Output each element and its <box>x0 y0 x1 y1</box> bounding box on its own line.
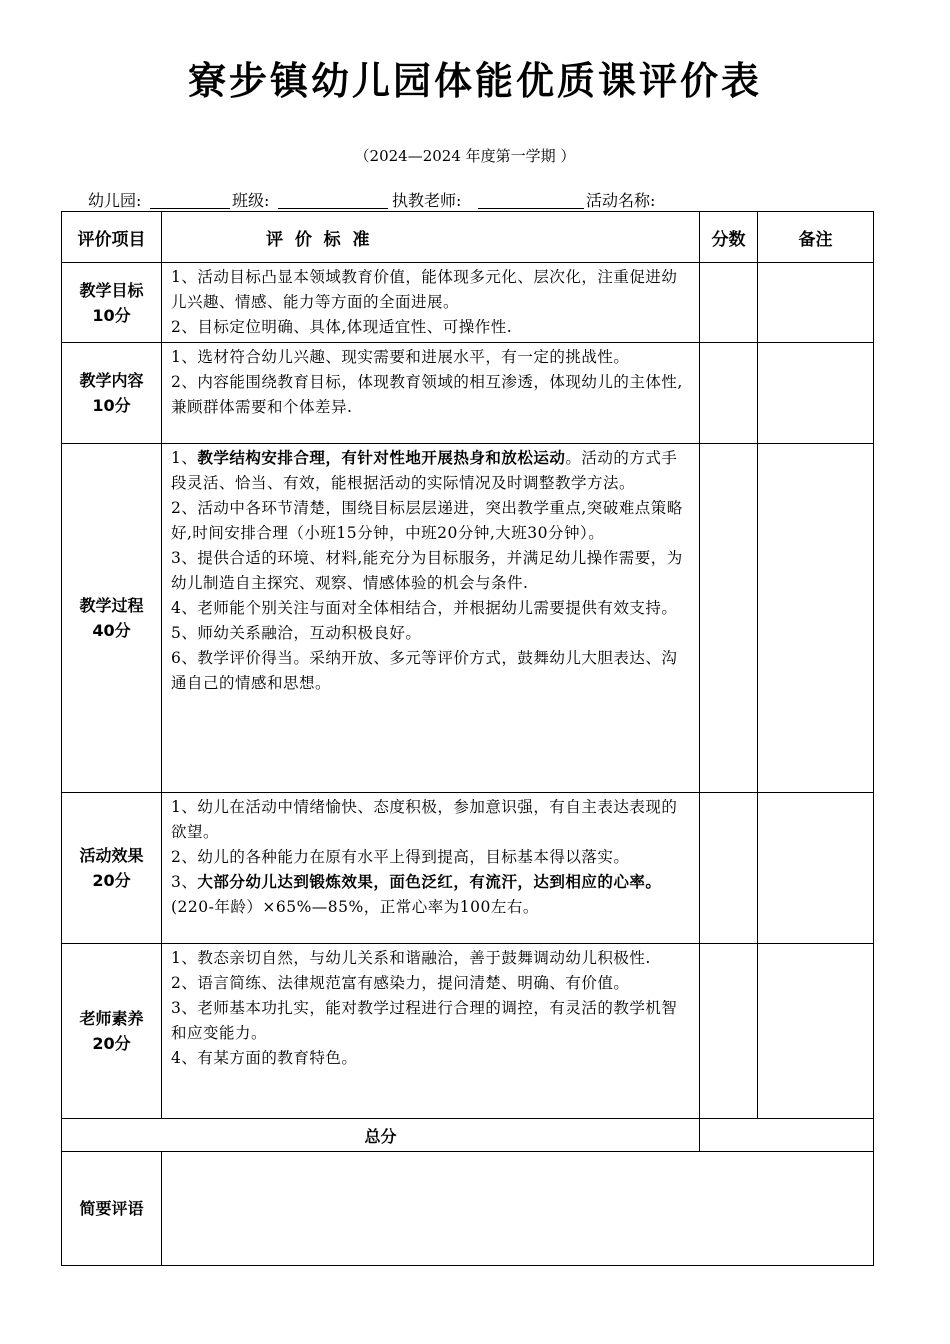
score-cell[interactable] <box>700 793 758 944</box>
category-points: 10分 <box>92 305 131 325</box>
class-blank[interactable] <box>278 208 388 209</box>
criteria-item <box>171 946 693 971</box>
criteria-item <box>171 795 693 845</box>
criteria-text: 3、老师基本功扎实，能对教学过程进行合理的调控，有灵活的教学机智和应变能力。 <box>171 999 678 1042</box>
criteria-cell <box>162 263 700 343</box>
criteria-item <box>171 596 693 621</box>
note-cell[interactable] <box>758 444 874 793</box>
category-name: 活动效果 <box>79 846 144 865</box>
criteria-text: 2、内容能围绕教育目标，体现教育领域的相互渗透，体现幼儿的主体性,兼顾群体需要和个体差异. <box>171 373 683 416</box>
category-cell <box>62 944 162 1119</box>
criteria-item <box>171 496 693 546</box>
criteria-number: 1、 <box>171 449 198 467</box>
criteria-text: 1、幼儿在活动中情绪愉快、态度积极，参加意识强，有自主表达表现的欲望。 <box>171 798 678 841</box>
criteria-text: 2、活动中各环节清楚，围绕目标层层递进，突出教学重点,突破难点策略好,时间安排合理（小班15分钟，中班20分钟,大班30分钟）。 <box>171 499 683 542</box>
criteria-text: 5、师幼关系融洽，互动积极良好。 <box>171 624 422 642</box>
criteria-text: 2、目标定位明确、具体,体现适宜性、可操作性. <box>171 318 513 336</box>
total-score-cell[interactable] <box>700 1119 874 1152</box>
comment-cell[interactable] <box>162 1152 874 1266</box>
criteria-text: 4、老师能个别关注与面对全体相结合，并根据幼儿需要提供有效支持。 <box>171 599 678 617</box>
criteria-row <box>62 263 874 343</box>
category-name: 教学过程 <box>79 596 144 615</box>
criteria-item <box>171 996 693 1046</box>
header-criteria: 评 价 标 准 <box>162 212 700 263</box>
criteria-text: 1、活动目标凸显本领域教育价值，能体现多元化、层次化，注重促进幼儿兴趣、情感、能力等方面的全面进展。 <box>171 268 678 311</box>
criteria-item <box>171 265 693 315</box>
criteria-row <box>62 343 874 444</box>
criteria-text: 3、提供合适的环境、材料,能充分为目标服务，并满足幼儿操作需要，为幼儿制造自主探究、观察、情感体验的机会与条件. <box>171 549 683 592</box>
criteria-text: (220-年龄）×65%—85%，正常心率为100左右。 <box>171 898 539 916</box>
class-label: 班级: <box>232 191 270 210</box>
total-label: 总分 <box>62 1119 700 1152</box>
criteria-item <box>171 345 693 370</box>
activity-label: 活动名称: <box>586 191 656 210</box>
criteria-cell <box>162 343 700 444</box>
criteria-item <box>171 446 693 496</box>
header-item: 评价项目 <box>62 212 162 263</box>
category-cell <box>62 444 162 793</box>
kindergarten-blank[interactable] <box>150 208 230 209</box>
kindergarten-label: 幼儿园: <box>88 191 142 210</box>
criteria-text: 2、幼儿的各种能力在原有水平上得到提高，目标基本得以落实。 <box>171 848 630 866</box>
table-header-row <box>62 212 874 263</box>
criteria-item <box>171 315 693 340</box>
category-cell <box>62 793 162 944</box>
criteria-text: 4、有某方面的教育特色。 <box>171 1049 358 1067</box>
criteria-cell <box>162 444 700 793</box>
semester-subtitle: （2024—2024 年度第一学期 ） <box>354 147 576 165</box>
document-title: 寮步镇幼儿园体能优质课评价表 <box>187 59 762 103</box>
criteria-item <box>171 971 693 996</box>
criteria-text: 2、语言简练、法律规范富有感染力，提问清楚、明确、有价值。 <box>171 974 630 992</box>
header-note: 备注 <box>758 212 874 263</box>
criteria-row <box>62 444 874 793</box>
teacher-blank[interactable] <box>478 208 584 209</box>
category-name: 老师素养 <box>79 1009 144 1028</box>
criteria-number: 3、 <box>171 873 198 891</box>
category-points: 20分 <box>92 871 131 890</box>
category-cell <box>62 343 162 444</box>
criteria-item <box>171 870 693 920</box>
category-points: 20分 <box>92 1034 131 1053</box>
criteria-item <box>171 1046 693 1071</box>
criteria-text: 。活动的方式手段灵活、恰当、有效，能根据活动的实际情况及时调整教学方法。 <box>171 449 678 492</box>
note-cell[interactable] <box>758 343 874 444</box>
criteria-item <box>171 845 693 870</box>
criteria-item <box>171 646 693 696</box>
score-cell[interactable] <box>700 944 758 1119</box>
teacher-label: 执教老师: <box>392 191 462 210</box>
category-name: 教学内容 <box>79 371 144 390</box>
criteria-item <box>171 546 693 596</box>
note-cell[interactable] <box>758 793 874 944</box>
category-points: 40分 <box>92 621 131 640</box>
criteria-emphasis: 教学结构安排合理，有针对性地开展热身和放松运动 <box>197 449 566 467</box>
header-score: 分数 <box>700 212 758 263</box>
category-cell <box>62 263 162 343</box>
criteria-row <box>62 793 874 944</box>
criteria-emphasis: 大部分幼儿达到锻炼效果，面色泛红，有流汗，达到相应的心率。 <box>197 873 662 891</box>
criteria-text: 1、选材符合幼儿兴趣、现实需要和进展水平，有一定的挑战性。 <box>171 348 630 366</box>
criteria-item <box>171 370 693 420</box>
category-points: 10分 <box>92 396 131 415</box>
score-cell[interactable] <box>700 263 758 343</box>
note-cell[interactable] <box>758 263 874 343</box>
criteria-row <box>62 944 874 1119</box>
comment-label: 简要评语 <box>62 1152 162 1266</box>
note-cell[interactable] <box>758 944 874 1119</box>
criteria-item <box>171 621 693 646</box>
criteria-text: 1、教态亲切自然，与幼儿关系和谐融洽，善于鼓舞调动幼儿积极性. <box>171 949 651 967</box>
evaluation-table <box>61 211 874 1266</box>
score-cell[interactable] <box>700 444 758 793</box>
criteria-cell <box>162 944 700 1119</box>
criteria-text: 6、教学评价得当。采纳开放、多元等评价方式，鼓舞幼儿大胆表达、沟通自己的情感和思想。 <box>171 649 678 692</box>
category-name: 教学目标 <box>79 280 144 300</box>
criteria-cell <box>162 793 700 944</box>
total-row <box>62 1119 874 1152</box>
comment-row <box>62 1152 874 1266</box>
score-cell[interactable] <box>700 343 758 444</box>
